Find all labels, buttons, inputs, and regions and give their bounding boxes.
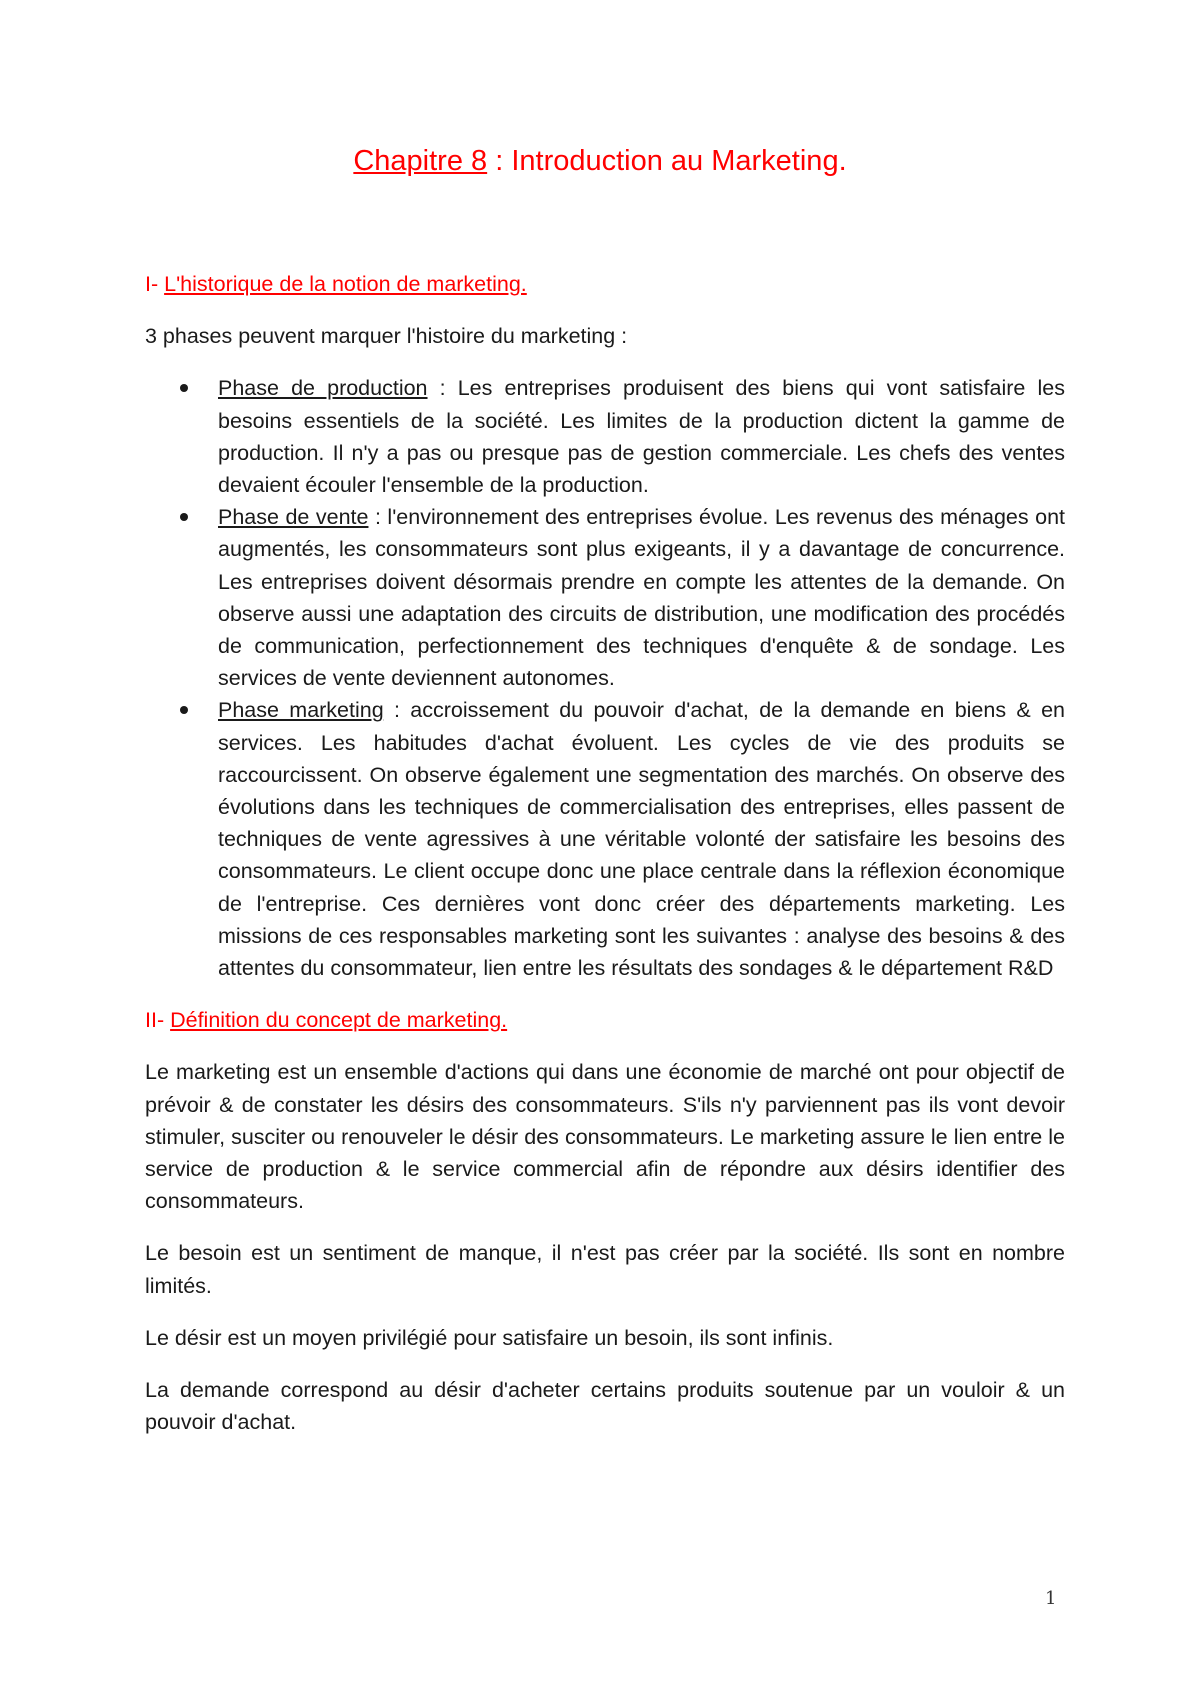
paragraph-desir: Le désir est un moyen privilégié pour satisfaire un besoin, ils sont infinis. [145,1325,834,1350]
paragraph-besoin: Le besoin est un sentiment de manque, il n'est pas créer par la société. Ils sont en nombre limités. [145,1241,1065,1298]
bullet-icon [180,513,188,521]
chapter-number: Chapitre 8 [353,145,488,177]
phase-term: Phase marketing [218,698,384,723]
section-2-prefix: II- [145,1008,171,1033]
paragraph-demande: La demande correspond au désir d'acheter certains produits soutenue par un vouloir & un pouvoir d'achat. [145,1378,1065,1435]
section-1-intro: 3 phases peuvent marquer l'histoire du marketing : [145,324,628,349]
section-2-heading [145,1004,1065,1036]
phase-text: : accroissement du pouvoir d'achat, de la demande en biens & en services. Les habitudes d'achat évoluent. Les cycles de vie des produits se raccourcissent. On observe également une segmentation des marchés. On observe des évolutions dans les techniques de commercialisation des entreprises, elles passent de techniques de vente agressives à une véritable volonté der satisfaire les besoins des consommateurs. Le client occupe donc une place centrale dans la réflexion économique de l'entreprise. Ces dernières vont donc créer des départements marketing. Les missions de ces responsables marketing sont les suivantes : analyse des besoins & des attentes du consommateur, lien entre les résultats des sondages & le département R&D [218,698,1065,981]
phase-term: Phase de vente [218,505,369,530]
chapter-title [0,142,1200,180]
section-1-title: L'historique de la notion de marketing. [164,272,527,296]
list-item-marketing [145,694,1065,984]
list-item-production [145,372,1065,501]
chapter-title-text: : Introduction au Marketing. [487,145,847,177]
document-body [145,268,1065,1459]
paragraph-marketing-definition: Le marketing est un ensemble d'actions qui dans une économie de marché ont pour objectif de prévoir & de constater les désirs des consommateurs. S'ils n'y parviennent pas ils vont devoir stimuler, susciter ou renouveler le désir des consommateurs. Le marketing assure le lien entre le service de production & le service commercial afin de répondre aux désirs identifier des consommateurs. [145,1060,1065,1214]
section-2-title: Définition du concept de marketing. [170,1008,508,1033]
phase-term: Phase de production [218,376,428,401]
phases-list [145,372,1065,984]
phase-text: : l'environnement des entreprises évolue. Les revenus des ménages ont augmentés, les consommateurs sont plus exigeants, il y a davantage de concurrence. Les entreprises doivent désormais prendre en compte les attentes de la demande. On observe aussi une adaptation des circuits de distribution, une modification des procédés de communication, perfectionnement des techniques d'enquête & de sondage. Les services de vente deviennent autonomes. [218,505,1065,691]
bullet-icon [180,706,188,714]
section-1-prefix: I- [145,272,165,296]
list-item-vente [145,501,1065,694]
phase-text: : Les entreprises produisent des biens qui vont satisfaire les besoins essentiels de la société. Les limites de la production dictent la gamme de production. Il n'y a pas ou presque pas de gestion commerciale. Les chefs des ventes devaient écouler l'ensemble de la production. [218,376,1065,498]
page-number: 1 [1045,1588,1057,1609]
bullet-icon [180,384,188,392]
section-1-heading [145,268,1065,300]
